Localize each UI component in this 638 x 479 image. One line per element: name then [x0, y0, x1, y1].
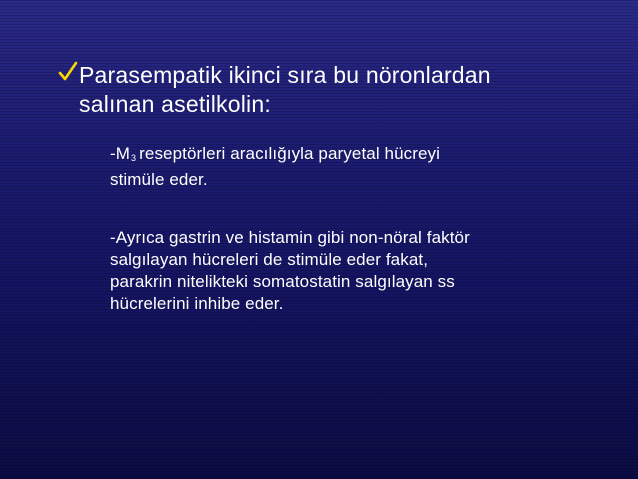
- checkmark-icon: [58, 61, 78, 83]
- sub-bullet-m3: [110, 143, 590, 191]
- sub-bullet-m3-prefix: -M: [110, 144, 131, 163]
- sub-bullet-m3-text: reseptörleri aracılığıyla paryetal hücreyi stimüle eder.: [110, 144, 441, 189]
- main-bullet: [60, 61, 620, 119]
- sub-bullet-gastrin: -Ayrıca gastrin ve histamin gibi non-nöral faktör salgılayan hücreleri de stimüle eder fakat, parakrin nitelikteki somatostatin salgılayan ss hücrelerini inhibe eder.: [110, 228, 470, 313]
- main-bullet-text: Parasempatik ikinci sıra bu nöronlardan salınan asetilkolin:: [79, 62, 491, 117]
- sub-bullet-m3-subscript: 3: [131, 153, 137, 163]
